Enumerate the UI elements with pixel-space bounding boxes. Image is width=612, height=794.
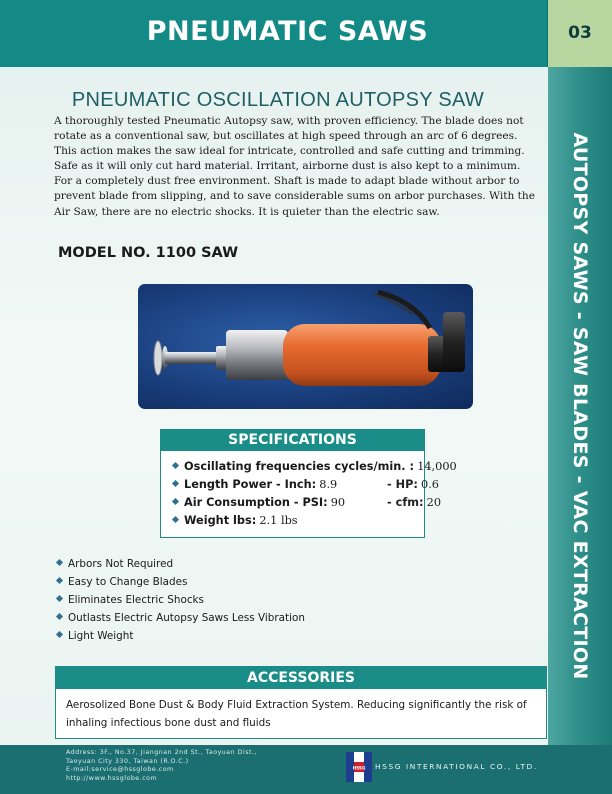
description-line: Air Saw, there are no electric shocks. It is quieter than the electric saw.: [54, 205, 440, 218]
description-line: A thoroughly tested Pneumatic Autopsy saw, with proven efficiency. The blade does not: [54, 115, 524, 127]
list-item: [57, 594, 305, 612]
spec-label: Length Power - Inch:: [184, 478, 317, 491]
spec-label: Oscillating frequencies cycles/min. :: [184, 460, 415, 473]
list-item: [57, 558, 305, 576]
logo-text: HSSG: [352, 765, 366, 771]
spec-hp: [387, 478, 439, 491]
spec-row-frequency: [173, 460, 457, 473]
accessories-line: Aerosolized Bone Dust & Body Fluid Extraction System. Reducing significantly the risk of: [66, 699, 527, 711]
spec-value: 14,000: [417, 460, 457, 473]
accessories-box: [55, 666, 547, 739]
list-item: [57, 630, 305, 648]
feature-text: Outlasts Electric Autopsy Saws Less Vibration: [68, 612, 305, 624]
description-line: prevent blade from slipping, and to save considerable sums on arbor purchases. With the: [54, 190, 536, 203]
description-line: Safe as it will only cut hard material. Irritant, airborne dust is also kept to a minimum.: [54, 160, 521, 173]
side-banner-text: AUTOPSY SAWS - SAW BLADES - VAC EXTRACTION: [569, 132, 591, 680]
accessories-text: [56, 689, 546, 732]
model-number: MODEL NO. 1100 SAW: [58, 245, 239, 261]
accessories-line: inhaling infectious bone dust and fluids: [66, 717, 271, 729]
diamond-bullet-icon: [172, 498, 179, 505]
description-line: This action makes the saw ideal for intricate, controlled and safe cutting and trimming.: [54, 145, 525, 158]
company-name: HSSG INTERNATIONAL CO., LTD.: [375, 762, 538, 771]
diamond-bullet-icon: [56, 577, 63, 584]
feature-text: Light Weight: [68, 630, 134, 642]
spec-row-length: [173, 478, 337, 491]
email-link[interactable]: E-mail:service@hssglobe.com: [66, 766, 174, 774]
spec-cfm: [387, 496, 441, 509]
diamond-bullet-icon: [172, 480, 179, 487]
spec-value: 0.6: [421, 478, 439, 491]
diamond-bullet-icon: [56, 631, 63, 638]
spec-value: 8.9: [319, 478, 338, 491]
specifications-box: [160, 429, 457, 538]
spec-row-air: [173, 496, 345, 509]
diamond-bullet-icon: [172, 516, 179, 523]
diamond-bullet-icon: [56, 559, 63, 566]
spec-label: Weight lbs:: [184, 514, 257, 527]
address-line: Address: 3F., No.37, Jiangnan 2nd St., Taoyuan Dist.,: [66, 749, 257, 756]
feature-text: Eliminates Electric Shocks: [68, 594, 204, 606]
accessories-header: ACCESSORIES: [56, 667, 546, 689]
website-link[interactable]: http://www.hssglobe.com: [66, 774, 158, 782]
description-line: rotate as a conventional saw, but oscillates at high speed through an arc of 6 degrees.: [54, 130, 518, 143]
hssg-logo-icon: [346, 752, 372, 782]
spec-row-weight: [173, 514, 298, 527]
page-title: PNEUMATIC SAWS: [146, 16, 429, 47]
diamond-bullet-icon: [56, 613, 63, 620]
address-line: Taoyuan City 330, Taiwan (R.O.C.): [66, 757, 189, 765]
product-description: [54, 114, 550, 220]
description-line: For a completely dust free environment. Shaft is made to adapt blade without arbor to: [54, 175, 520, 188]
spec-label: - cfm:: [387, 496, 424, 509]
page-number: 03: [548, 0, 612, 67]
spec-value: 2.1 lbs: [259, 514, 298, 527]
specifications-header: SPECIFICATIONS: [161, 430, 424, 451]
diamond-bullet-icon: [172, 462, 179, 469]
feature-text: Easy to Change Blades: [68, 576, 188, 588]
feature-list: [57, 558, 305, 648]
list-item: [57, 612, 305, 630]
spec-label: Air Consumption - PSI:: [184, 496, 328, 509]
spec-value: 20: [426, 496, 442, 509]
spec-value: 90: [330, 496, 346, 509]
company-address: [66, 749, 257, 783]
diamond-bullet-icon: [56, 595, 63, 602]
spec-label: - HP:: [387, 478, 418, 491]
feature-text: Arbors Not Required: [68, 558, 174, 570]
list-item: [57, 576, 305, 594]
product-photo: [138, 284, 473, 409]
product-title: PNEUMATIC OSCILLATION AUTOPSY SAW: [71, 89, 485, 111]
pneumatic-saw-icon: [138, 284, 473, 409]
